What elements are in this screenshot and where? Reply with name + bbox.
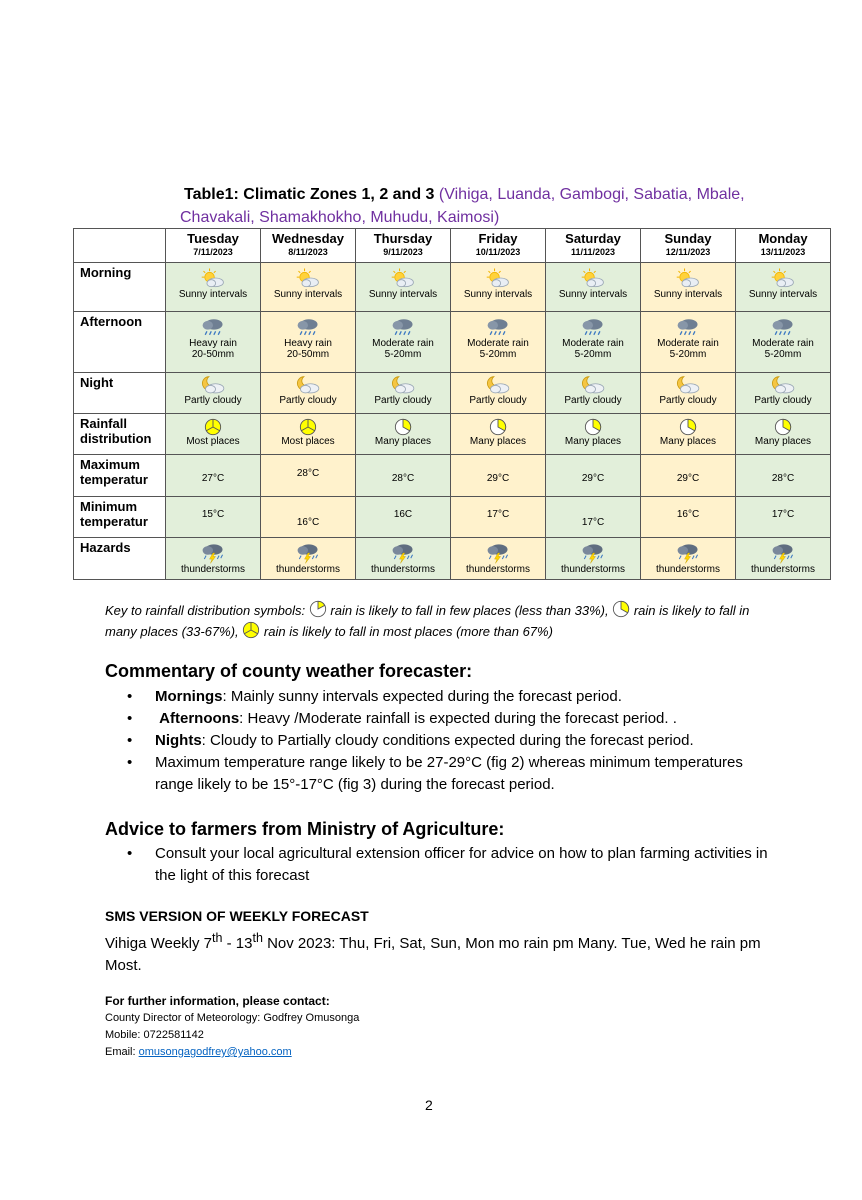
rainfall-many-icon (394, 418, 412, 436)
forecast-cell (166, 414, 261, 455)
thunderstorm-icon (770, 542, 796, 564)
forecast-cell (356, 373, 451, 414)
forecast-cell (546, 538, 641, 580)
day-name: Sunday (664, 231, 712, 246)
pie-most-icon (242, 621, 260, 639)
list-item (105, 708, 785, 730)
rain-cloud-icon (390, 316, 416, 338)
mornings-label: Mornings (155, 688, 223, 705)
rainfall-text: Most places (186, 436, 240, 447)
day-date: 10/11/2023 (475, 247, 521, 257)
afternoon-text: Moderate rain (752, 338, 814, 349)
sunny-intervals-icon (770, 267, 796, 289)
night-text: Partly cloudy (564, 395, 622, 406)
forecast-cell (451, 497, 546, 538)
hazard-text: thunderstorms (276, 564, 340, 575)
forecast-cell (451, 373, 546, 414)
afternoons-label: Afternoons (159, 710, 240, 727)
morning-text: Sunny intervals (558, 289, 628, 300)
table-header-row (74, 229, 831, 263)
morning-text: Sunny intervals (368, 289, 438, 300)
forecast-cell (641, 497, 736, 538)
sms-sup-2: th (252, 931, 263, 945)
forecast-cell (261, 312, 356, 373)
max-temp: 27°C (201, 473, 225, 484)
afternoon-text: Moderate rain (467, 338, 529, 349)
day-date: 12/11/2023 (665, 247, 711, 257)
min-temp: 16°C (296, 517, 320, 528)
partly-cloudy-night-icon (485, 375, 511, 395)
forecast-cell (451, 455, 546, 497)
day-date: 13/11/2023 (760, 247, 806, 257)
hazard-text: thunderstorms (751, 564, 815, 575)
table-row (74, 538, 831, 580)
forecast-cell (261, 538, 356, 580)
day-date: 7/11/2023 (193, 247, 233, 257)
forecast-cell (261, 414, 356, 455)
row-label-text: Morning (80, 265, 132, 280)
forecast-cell (546, 414, 641, 455)
max-temp: 28°C (296, 468, 320, 479)
key-few-text: rain is likely to fall in few places (less than 33%), (326, 603, 609, 618)
row-label-text: Maximum (80, 457, 140, 472)
partly-cloudy-night-icon (295, 375, 321, 395)
afternoon-text: Moderate rain (657, 338, 719, 349)
forecast-cell (736, 538, 831, 580)
afternoons-text: : Heavy /Moderate rainfall is expected during the forecast period. . (239, 710, 677, 727)
day-header (261, 229, 356, 263)
max-temp: 29°C (676, 473, 700, 484)
forecast-cell (356, 497, 451, 538)
day-name: Friday (478, 231, 518, 246)
forecast-cell (451, 414, 546, 455)
thunderstorm-icon (295, 542, 321, 564)
forecast-cell (736, 455, 831, 497)
forecast-cell (641, 455, 736, 497)
table-row (74, 373, 831, 414)
rainfall-most-icon (204, 418, 222, 436)
caption-places-line1: (Vihiga, Luanda, Gambogi, Sabatia, Mbale, (438, 186, 745, 203)
row-label-text: Rainfall (80, 416, 127, 431)
day-date: 11/11/2023 (570, 247, 616, 257)
rainfall-many-icon (679, 418, 697, 436)
day-header (356, 229, 451, 263)
forecast-cell (736, 497, 831, 538)
temperature-text: Maximum temperature range likely to be 27-29°C (fig 2) whereas minimum temperatures range likely to be 15°-17°C (fig 3) during the forecast period. (155, 754, 743, 793)
forecast-cell (736, 414, 831, 455)
email-link[interactable]: omusongagodfrey@yahoo.com (138, 1046, 292, 1058)
afternoon-amount: 20-50mm (191, 349, 235, 360)
list-item (105, 752, 785, 796)
sunny-intervals-icon (295, 267, 321, 289)
page-number: 2 (425, 1097, 433, 1113)
table-row (74, 455, 831, 497)
forecast-cell (261, 455, 356, 497)
day-name: Saturday (565, 231, 621, 246)
morning-text: Sunny intervals (748, 289, 818, 300)
row-label-text: Afternoon (80, 314, 143, 329)
sunny-intervals-icon (675, 267, 701, 289)
corner-cell (74, 229, 166, 263)
day-header (641, 229, 736, 263)
rain-cloud-icon (580, 316, 606, 338)
afternoon-amount: 5-20mm (764, 349, 802, 360)
forecast-cell (641, 312, 736, 373)
sunny-intervals-icon (200, 267, 226, 289)
partly-cloudy-night-icon (200, 375, 226, 395)
rainfall-text: Many places (754, 436, 812, 447)
day-date: 8/11/2023 (288, 247, 328, 257)
forecast-cell (451, 538, 546, 580)
rainfall-many-icon (489, 418, 507, 436)
night-text: Partly cloudy (659, 395, 717, 406)
forecast-cell (641, 538, 736, 580)
night-text: Partly cloudy (184, 395, 242, 406)
rain-cloud-icon (295, 316, 321, 338)
forecast-cell (166, 497, 261, 538)
key-many-text: rain is likely to fall in many places (33-67%), (105, 603, 750, 639)
afternoon-text: Heavy rain (284, 338, 332, 349)
rainfall-text: Most places (281, 436, 335, 447)
partly-cloudy-night-icon (580, 375, 606, 395)
row-label (74, 497, 166, 538)
contact-block (105, 993, 359, 1061)
forecast-cell (736, 263, 831, 312)
row-label-text: temperatur (80, 514, 148, 529)
max-temp: 28°C (771, 473, 795, 484)
table-row (74, 263, 831, 312)
sms-text-3: Nov 2023: Thu, Fri, Sat, Sun, Mon mo rain pm Many. Tue, Wed he rain pm Most. (105, 935, 761, 974)
sms-text-2: - 13 (222, 935, 253, 952)
contact-mobile: Mobile: 0722581142 (105, 1029, 204, 1041)
thunderstorm-icon (485, 542, 511, 564)
hazard-text: thunderstorms (561, 564, 625, 575)
forecast-cell (261, 373, 356, 414)
row-label (74, 263, 166, 312)
forecast-cell (261, 497, 356, 538)
rainfall-many-icon (774, 418, 792, 436)
min-temp: 17°C (581, 517, 605, 528)
afternoon-text: Moderate rain (372, 338, 434, 349)
partly-cloudy-night-icon (390, 375, 416, 395)
row-label (74, 414, 166, 455)
afternoon-text: Heavy rain (189, 338, 237, 349)
contact-email-line (105, 1044, 359, 1061)
day-name: Monday (758, 231, 808, 246)
morning-text: Sunny intervals (178, 289, 248, 300)
rain-cloud-icon (770, 316, 796, 338)
forecast-cell (166, 538, 261, 580)
list-item (105, 686, 785, 708)
forecast-cell (356, 312, 451, 373)
row-label-text: Minimum (80, 499, 138, 514)
forecast-cell (166, 455, 261, 497)
max-temp: 29°C (486, 473, 510, 484)
forecast-cell (736, 373, 831, 414)
afternoon-amount: 5-20mm (479, 349, 517, 360)
rain-cloud-icon (485, 316, 511, 338)
advice-heading: Advice to farmers from Ministry of Agriculture: (105, 819, 505, 839)
forecast-table (73, 228, 831, 580)
rainfall-text: Many places (564, 436, 622, 447)
night-text: Partly cloudy (469, 395, 527, 406)
forecast-cell (356, 263, 451, 312)
pie-few-icon (309, 600, 327, 618)
forecast-cell (166, 312, 261, 373)
rainfall-text: Many places (659, 436, 717, 447)
table-row (74, 497, 831, 538)
min-temp: 17°C (771, 509, 795, 520)
caption-places-line2: Chavakali, Shamakhokho, Muhudu, Kaimosi) (180, 209, 500, 226)
caption-title: Table1: Climatic Zones 1, 2 and 3 (184, 186, 435, 203)
hazard-text: thunderstorms (181, 564, 245, 575)
rainfall-key (105, 600, 765, 642)
day-header (546, 229, 641, 263)
forecast-cell (356, 538, 451, 580)
forecast-cell (641, 414, 736, 455)
email-label: Email: (105, 1046, 139, 1058)
commentary-heading: Commentary of county weather forecaster: (105, 661, 473, 681)
day-header (451, 229, 546, 263)
forecast-cell (451, 263, 546, 312)
morning-text: Sunny intervals (653, 289, 723, 300)
table-row (74, 312, 831, 373)
partly-cloudy-night-icon (675, 375, 701, 395)
morning-text: Sunny intervals (463, 289, 533, 300)
forecast-cell (451, 312, 546, 373)
sms-title: SMS VERSION OF WEEKLY FORECAST (105, 908, 369, 924)
day-name: Wednesday (271, 231, 344, 246)
thunderstorm-icon (200, 542, 226, 564)
partly-cloudy-night-icon (770, 375, 796, 395)
sms-body (105, 927, 765, 977)
forecast-cell (546, 263, 641, 312)
commentary-list (105, 686, 785, 796)
list-item (105, 730, 785, 752)
forecast-cell (546, 312, 641, 373)
nights-label: Nights (155, 732, 202, 749)
hazard-text: thunderstorms (371, 564, 435, 575)
contact-director: County Director of Meteorology: Godfrey Omusonga (105, 1012, 360, 1024)
min-temp: 17°C (486, 509, 510, 520)
afternoon-amount: 5-20mm (669, 349, 707, 360)
forecast-cell (641, 263, 736, 312)
rainfall-text: Many places (374, 436, 432, 447)
advice-text: Consult your local agricultural extension officer for advice on how to plan farming activities in the light of this forecast (155, 845, 768, 884)
afternoon-amount: 5-20mm (384, 349, 422, 360)
sms-sup-1: th (212, 931, 223, 945)
row-label (74, 455, 166, 497)
afternoon-amount: 5-20mm (574, 349, 612, 360)
day-date: 9/11/2023 (383, 247, 423, 257)
thunderstorm-icon (580, 542, 606, 564)
day-header (736, 229, 831, 263)
night-text: Partly cloudy (374, 395, 432, 406)
sunny-intervals-icon (485, 267, 511, 289)
forecast-cell (166, 263, 261, 312)
table-row (74, 414, 831, 455)
forecast-cell (166, 373, 261, 414)
key-prefix: Key to rainfall distribution symbols: (105, 603, 306, 618)
rainfall-most-icon (299, 418, 317, 436)
hazard-text: thunderstorms (466, 564, 530, 575)
sms-text-1: Vihiga Weekly 7 (105, 935, 213, 952)
forecast-cell (736, 312, 831, 373)
min-temp: 16°C (676, 509, 700, 520)
rain-cloud-icon (200, 316, 226, 338)
day-name: Thursday (373, 231, 433, 246)
rain-cloud-icon (675, 316, 701, 338)
table-caption (180, 183, 784, 229)
forecast-cell (546, 373, 641, 414)
forecast-cell (546, 497, 641, 538)
hazard-text: thunderstorms (656, 564, 720, 575)
row-label (74, 312, 166, 373)
min-temp: 16C (393, 509, 413, 520)
sunny-intervals-icon (390, 267, 416, 289)
forecast-cell (261, 263, 356, 312)
list-item (105, 843, 785, 887)
thunderstorm-icon (390, 542, 416, 564)
forecast-cell (546, 455, 641, 497)
row-label-text: temperatur (80, 472, 148, 487)
max-temp: 29°C (581, 473, 605, 484)
day-name: Tuesday (187, 231, 239, 246)
pie-many-icon (612, 600, 630, 618)
night-text: Partly cloudy (754, 395, 812, 406)
rainfall-many-icon (584, 418, 602, 436)
contact-title: For further information, please contact: (105, 994, 330, 1008)
sunny-intervals-icon (580, 267, 606, 289)
thunderstorm-icon (675, 542, 701, 564)
forecast-cell (356, 414, 451, 455)
rainfall-text: Many places (469, 436, 527, 447)
night-text: Partly cloudy (279, 395, 337, 406)
nights-text: : Cloudy to Partially cloudy conditions expected during the forecast period. (201, 732, 694, 749)
afternoon-text: Moderate rain (562, 338, 624, 349)
mornings-text: : Mainly sunny intervals expected during the forecast period. (222, 688, 622, 705)
row-label (74, 373, 166, 414)
row-label (74, 538, 166, 580)
min-temp: 15°C (201, 509, 225, 520)
afternoon-amount: 20-50mm (286, 349, 330, 360)
row-label-text: distribution (80, 431, 152, 446)
morning-text: Sunny intervals (273, 289, 343, 300)
max-temp: 28°C (391, 473, 415, 484)
key-most-text: rain is likely to fall in most places (more than 67%) (260, 624, 553, 639)
row-label-text: Hazards (80, 540, 131, 555)
forecast-cell (356, 455, 451, 497)
forecast-cell (641, 373, 736, 414)
day-header (166, 229, 261, 263)
row-label-text: Night (80, 375, 114, 390)
advice-list (105, 843, 785, 887)
